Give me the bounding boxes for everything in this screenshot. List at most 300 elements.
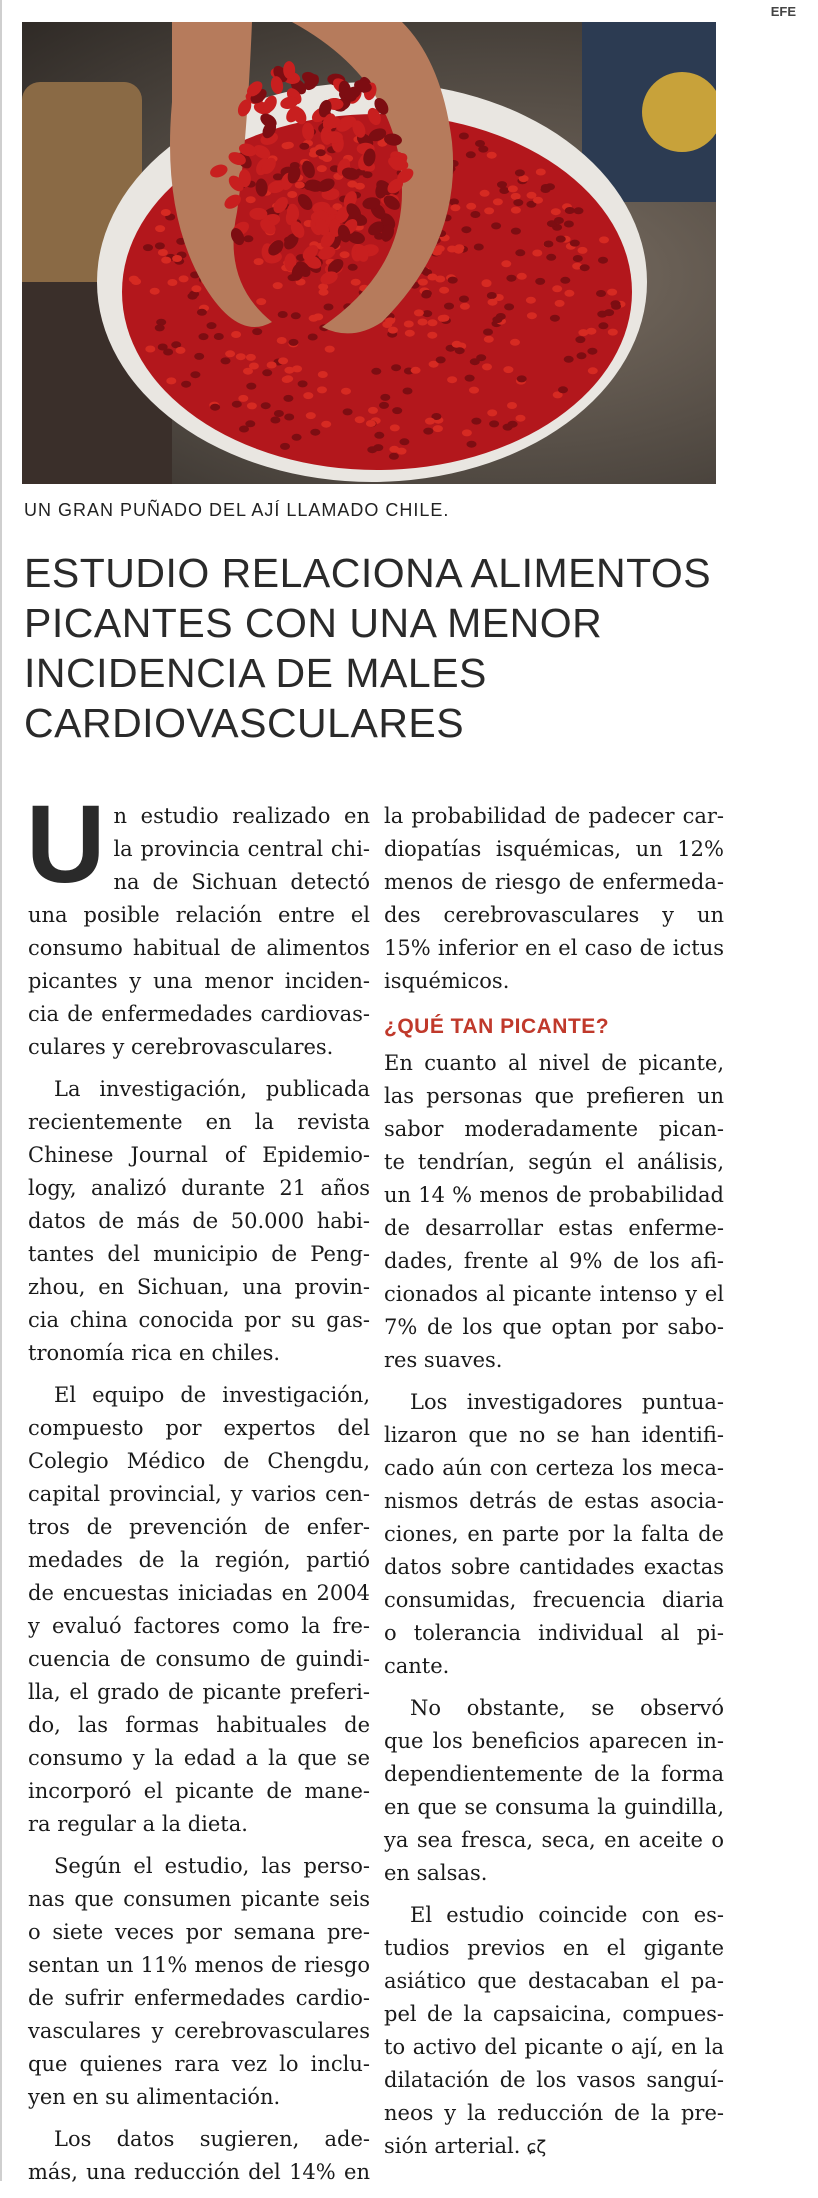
chili-pod [324,304,334,311]
text-line: diopatías isquémicas, un 12% [384,837,724,861]
chili-pod [487,409,497,416]
chili-pod [599,236,609,243]
chili-pod [295,182,305,189]
text-line: o siete veces por semana pre- [28,1920,370,1944]
page-left-rule [0,0,2,2181]
text-line: de desarrollar estas enferme- [384,1216,724,1240]
chili-pod [371,368,381,375]
chili-pod [158,344,168,351]
article-headline [24,548,724,748]
chili-pod [247,402,257,409]
chili-pod [280,443,290,450]
text-line: te tendrían, según el análisis, [384,1150,724,1174]
headline-line: CARDIOVASCULARES [24,700,465,746]
paragraph [384,1386,724,1683]
chili-pod [555,300,565,307]
chili-pod [319,289,329,296]
chili-pod [482,363,492,370]
chili-pod [351,279,361,286]
text-line: lizaron que no se han identifi- [384,1423,724,1447]
chili-pod [262,369,272,376]
chili-pod [510,339,520,346]
chili-pod [261,402,271,409]
chili-pod [454,244,464,251]
chili-pod [439,287,449,294]
chili-pod [391,364,401,371]
chili-pod [598,257,608,264]
drop-cap: U [26,783,106,906]
chili-pod [155,225,165,232]
chili-pod [598,322,608,329]
text-line: sentan un 11% menos de riesgo [28,1953,370,1977]
chili-pod [392,407,402,414]
chili-pod [552,285,562,292]
text-line: dilatación de los vasos sanguí- [384,2068,724,2092]
text-line: El estudio coincide con es- [410,1903,724,1927]
chili-pod [179,275,189,282]
chili-pod [194,353,204,360]
chili-pod [455,347,465,354]
chili-pod [158,249,168,256]
chili-pod [526,297,536,304]
chili-pod [291,312,301,319]
chili-pod [277,337,287,344]
paragraph-intro [26,783,370,1064]
chili-pod [421,292,431,299]
text-line: menos de riesgo de enfermeda- [384,870,724,894]
chili-pod [161,209,171,216]
headline-line: PICANTES CON UNA MENOR [24,600,603,646]
chili-pod [515,249,525,256]
chili-pod [461,226,471,233]
text-line: la provincia central chi- [113,837,370,861]
text-line: más, una reducción del 14% en [28,2160,370,2184]
chili-pod [503,424,513,431]
chili-pod [283,375,293,382]
photo-credit: EFE [770,4,796,19]
chili-pod [176,347,186,354]
chili-pod [475,140,485,147]
chili-pod [155,324,165,331]
text-line: asiático que destacaban el pa- [384,1969,724,1993]
text-line: consumidas, frecuencia diaria [384,1588,724,1612]
chili-pod [282,142,292,149]
chili-pod [298,380,308,387]
chili-pod [508,185,518,192]
chili-pod [232,401,242,408]
text-line: Colegio Médico de Chengdu, [28,1449,370,1473]
text-line: nas que consumen picante seis [28,1887,370,1911]
text-line: logy, analizó durante 21 años [28,1176,370,1200]
text-line: ra regular a la dieta. [28,1812,248,1836]
section-subhead: ¿QUÉ TAN PICANTE? [384,1015,610,1038]
chili-pod [551,208,561,215]
text-line: en que se consuma la guindilla, [384,1795,724,1819]
chili-pod [390,424,400,431]
text-line: 7% de los que optan por sabo- [384,1315,724,1339]
chili-pod [238,395,248,402]
chili-pod [447,376,457,383]
text-line: datos sobre cantidades exactas [384,1555,724,1579]
chili-photo [22,22,716,484]
text-line: La investigación, publicada [54,1077,370,1101]
chili-pod [317,165,327,172]
chili-pod [427,274,437,281]
text-line: El equipo de investigación, [54,1383,370,1407]
chili-pod [480,190,490,197]
headline-line: INCIDENCIA DE MALES [24,650,487,696]
chili-pod [246,354,256,361]
text-line: des cerebrovasculares y un [384,903,724,927]
chili-pod [427,332,437,339]
chili-pod [321,421,331,428]
chili-pod [246,383,256,390]
text-line: de encuestas iniciadas en 2004 [28,1581,370,1605]
text-line: consumo habitual de alimentos [28,936,370,960]
chili-pod [270,417,280,424]
chili-pod [425,418,435,425]
photo-caption: UN GRAN PUÑADO DEL AJÍ LLAMADO CHILE. [24,500,450,520]
chili-pod [278,311,288,318]
chili-pod [476,354,486,361]
chili-pod [155,242,165,249]
chili-pod [323,116,341,128]
chili-pod [573,255,583,262]
chili-pod [405,330,415,337]
chili-pod [129,276,139,283]
chili-pod [143,244,153,251]
chili-pod [438,315,448,322]
text-line: dependientemente de la forma [384,1762,724,1786]
chili-pod [145,346,155,353]
chili-pod [489,420,499,427]
chili-pod [507,402,517,409]
chili-pod [404,321,414,328]
text-line: ciones, en parte por la falta de [384,1522,724,1546]
chili-pod [292,365,302,372]
text-line: isquémicos. [384,969,510,993]
text-line: En cuanto al nivel de picante, [384,1051,724,1075]
text-line: incorporó el picante de mane- [28,1779,370,1803]
chili-pod [608,329,618,336]
paragraph [28,1850,370,2114]
chili-pod [246,196,256,203]
chili-pod [487,292,497,299]
chili-pod [207,322,217,329]
chili-pod [256,298,266,305]
chili-pod [574,207,584,214]
text-line: cante. [384,1654,450,1678]
chili-pod [284,414,294,421]
chili-pod [317,386,327,393]
chili-pod [423,428,433,435]
text-line: que quienes rara vez lo inclu- [28,2052,370,2076]
chili-pod [254,258,264,265]
chili-pod [503,366,513,373]
chili-pod [586,328,596,335]
text-line: en salsas. [384,1861,488,1885]
chili-pod [444,303,454,310]
chili-pod [374,432,384,439]
chili-pod [283,395,293,402]
chili-pod [273,282,283,289]
chili-pod [588,367,598,374]
chili-pod [492,316,502,323]
chili-pod [556,236,566,243]
chili-pod [511,193,521,200]
chili-pod [483,329,493,336]
text-line: las personas que prefieren un [384,1084,724,1108]
chili-pod [517,273,527,280]
chili-pod [403,388,413,395]
chili-pod [380,394,390,401]
text-line: y evaluó factores como la fre- [28,1614,370,1638]
chili-pod [150,288,160,295]
text-line: un 14 % menos de probabilidad [384,1183,724,1207]
text-line: Los investigadores puntua- [410,1390,724,1414]
chili-pod [587,348,597,355]
text-line: medades de la región, partió [28,1548,370,1572]
chili-pod [513,199,523,206]
chili-pod [318,371,328,378]
chili-pod [462,429,472,436]
chili-pod [497,181,507,188]
chili-pod [506,275,516,282]
text-line: Chinese Journal of Epidemio- [28,1143,370,1167]
chili-pod [316,149,326,156]
chili-pod [541,186,551,193]
chili-pod [289,339,299,346]
chili-pod [532,250,542,257]
text-line: vasculares y cerebrovasculares [28,2019,370,2043]
chili-pod [411,367,421,374]
chili-pod [340,251,350,258]
chili-pod [366,420,376,427]
chili-pod [533,197,543,204]
chili-pod [570,240,580,247]
paragraph [28,1073,370,1370]
text-line: tros de prevención de enfer- [28,1515,370,1539]
chili-pod [491,222,501,229]
chili-pod [414,309,424,316]
text-line: cia de enfermedades cardiovas- [28,1002,370,1026]
chili-pod [449,198,459,205]
chili-pod [249,363,259,370]
paragraph [384,1047,724,1377]
text-line: culares y cerebrovasculares. [28,1035,334,1059]
chili-pod [188,293,198,300]
text-line: sabor moderadamente pican- [384,1117,724,1141]
chili-pod [466,151,476,158]
chili-pod [482,280,492,287]
chili-pod [214,333,224,340]
chili-pod [303,392,313,399]
chili-pod [287,191,297,198]
text-line: cado aún con certeza los meca- [384,1456,724,1480]
chili-pod [325,346,335,353]
paragraph [384,1899,724,2164]
paragraph [28,1379,370,1841]
paragraph [28,2123,370,2189]
text-line: cia china conocida por su gas- [28,1308,370,1332]
text-line: cionados al picante intenso y el [384,1282,724,1306]
chili-pod [306,412,316,419]
chili-pod [575,336,585,343]
text-line: o tolerancia individual al pi- [384,1621,724,1645]
chili-pod [466,203,476,210]
paragraph-continued [384,800,724,998]
chili-pod [225,350,235,357]
chili-pod [536,169,546,176]
chili-pod [368,407,378,414]
chili-pod [355,416,365,423]
chili-pod [499,187,509,194]
chili-pod [243,235,253,242]
text-line: dades, frente al 9% de los afi- [384,1249,724,1273]
chili-pod [379,402,389,409]
paragraph [384,1692,724,1890]
chili-pod [348,264,358,271]
chili-pod [504,303,514,310]
chili-pod [484,207,494,214]
chili-pod [517,375,527,382]
text-line: recientemente en la revista [28,1110,370,1134]
text-line: tudios previos en el gigante [384,1936,724,1960]
chili-pod [580,264,590,271]
chili-pod [560,277,570,284]
chili-pod [436,356,446,363]
chili-pod [343,408,353,415]
chili-pod [564,356,574,363]
chili-pod [564,290,574,297]
chili-pod [252,328,262,335]
text-line: que los beneficios aparecen in- [384,1729,724,1753]
chili-pod [564,221,574,228]
chili-pod [484,336,494,343]
chili-pod [550,315,560,322]
chili-pod [487,152,497,159]
chili-pod [546,254,556,261]
chili-pod [493,198,503,205]
chili-pod [515,169,525,176]
text-line: tantes del municipio de Peng- [28,1242,370,1266]
chili-pod [459,296,469,303]
text-line: picantes y una menor inciden- [28,969,370,993]
chili-pod [604,309,614,316]
chili-pod [355,183,365,190]
chili-pod [543,241,553,248]
chili-pod [191,285,201,292]
text-line: de sufrir enfermedades cardio- [28,1986,370,2010]
chili-pod [292,434,302,441]
text-line: compuesto por expertos del [28,1416,370,1440]
text-line: res suaves. [384,1348,503,1372]
text-line: yen en su alimentación. [28,2085,281,2109]
text-line: neos y la reducción de la pre- [384,2101,724,2125]
chili-pod [389,453,399,460]
chili-pod [310,429,320,436]
chili-pod [313,313,323,320]
chili-pod [433,425,443,432]
chili-pod [231,331,241,338]
chili-pod [471,418,481,425]
text-line: zhou, en Sichuan, una provin- [28,1275,370,1299]
chili-pod [611,303,621,310]
text-line: 15% inferior en el caso de ictus [384,936,724,960]
chili-pod [511,228,521,235]
text-line: la probabilidad de padecer car- [384,804,724,828]
text-line: ya sea fresca, seca, en aceite o [384,1828,724,1852]
chili-pod [308,334,318,341]
chili-pod [474,244,484,251]
chili-pod [607,289,617,296]
chili-pod [467,441,477,448]
chili-pod [418,279,428,286]
chili-pod [278,357,288,364]
chili-pod [267,362,277,369]
chili-pod [527,312,537,319]
chili-pod [197,309,207,316]
chili-pod [460,303,470,310]
chili-pod [488,299,498,306]
chili-pod [470,211,480,218]
text-line: to activo del picante o ají, en la [384,2035,724,2059]
chili-pod [199,333,209,340]
headline-line: ESTUDIO RELACIONA ALIMENTOS [24,550,712,596]
chili-pod [418,319,428,326]
text-line: sión arterial. [384,2134,521,2158]
text-line: consumo y la edad a la que se [28,1746,370,1770]
chili-pod [167,279,177,286]
chili-pod [299,143,309,150]
text-line: pel de la capsaicina, compues- [384,2002,724,2026]
text-line: Los datos sugieren, ade- [54,2127,370,2151]
end-of-article-mark: ɕζ [526,2137,547,2158]
chili-pod [388,327,398,334]
chili-pod [274,410,284,417]
chili-pod [577,352,587,359]
text-line: tronomía rica en chiles. [28,1341,281,1365]
chili-pod [516,415,526,422]
chili-pod [428,319,438,326]
chili-pod [190,371,200,378]
chili-pod [465,375,475,382]
text-line: una posible relación entre el [28,903,370,927]
chili-pod [236,353,246,360]
chili-pod [469,387,479,394]
chili-pod [399,438,409,445]
text-column-right [384,800,724,2173]
text-line: cuencia de consumo de guindi- [28,1647,370,1671]
chili-pod [166,377,176,384]
chili-pod [161,257,171,264]
chili-pod [367,446,377,453]
chili-pod [322,155,332,162]
chili-pod [435,245,445,252]
chili-pod [239,426,249,433]
chili-pod [341,388,351,395]
chili-illustration [22,22,716,484]
text-line: lla, el grado de picante preferi- [28,1680,370,1704]
text-line: n estudio realizado en [113,804,370,828]
text-line: nismos detrás de estas asocia- [384,1489,724,1513]
chili-pod [221,357,231,364]
chili-pod [459,133,469,140]
chili-pod [535,278,545,285]
text-line: capital provincial, y varios cen- [28,1482,370,1506]
chili-pod [558,386,568,393]
text-line: Según el estudio, las perso- [54,1854,370,1878]
